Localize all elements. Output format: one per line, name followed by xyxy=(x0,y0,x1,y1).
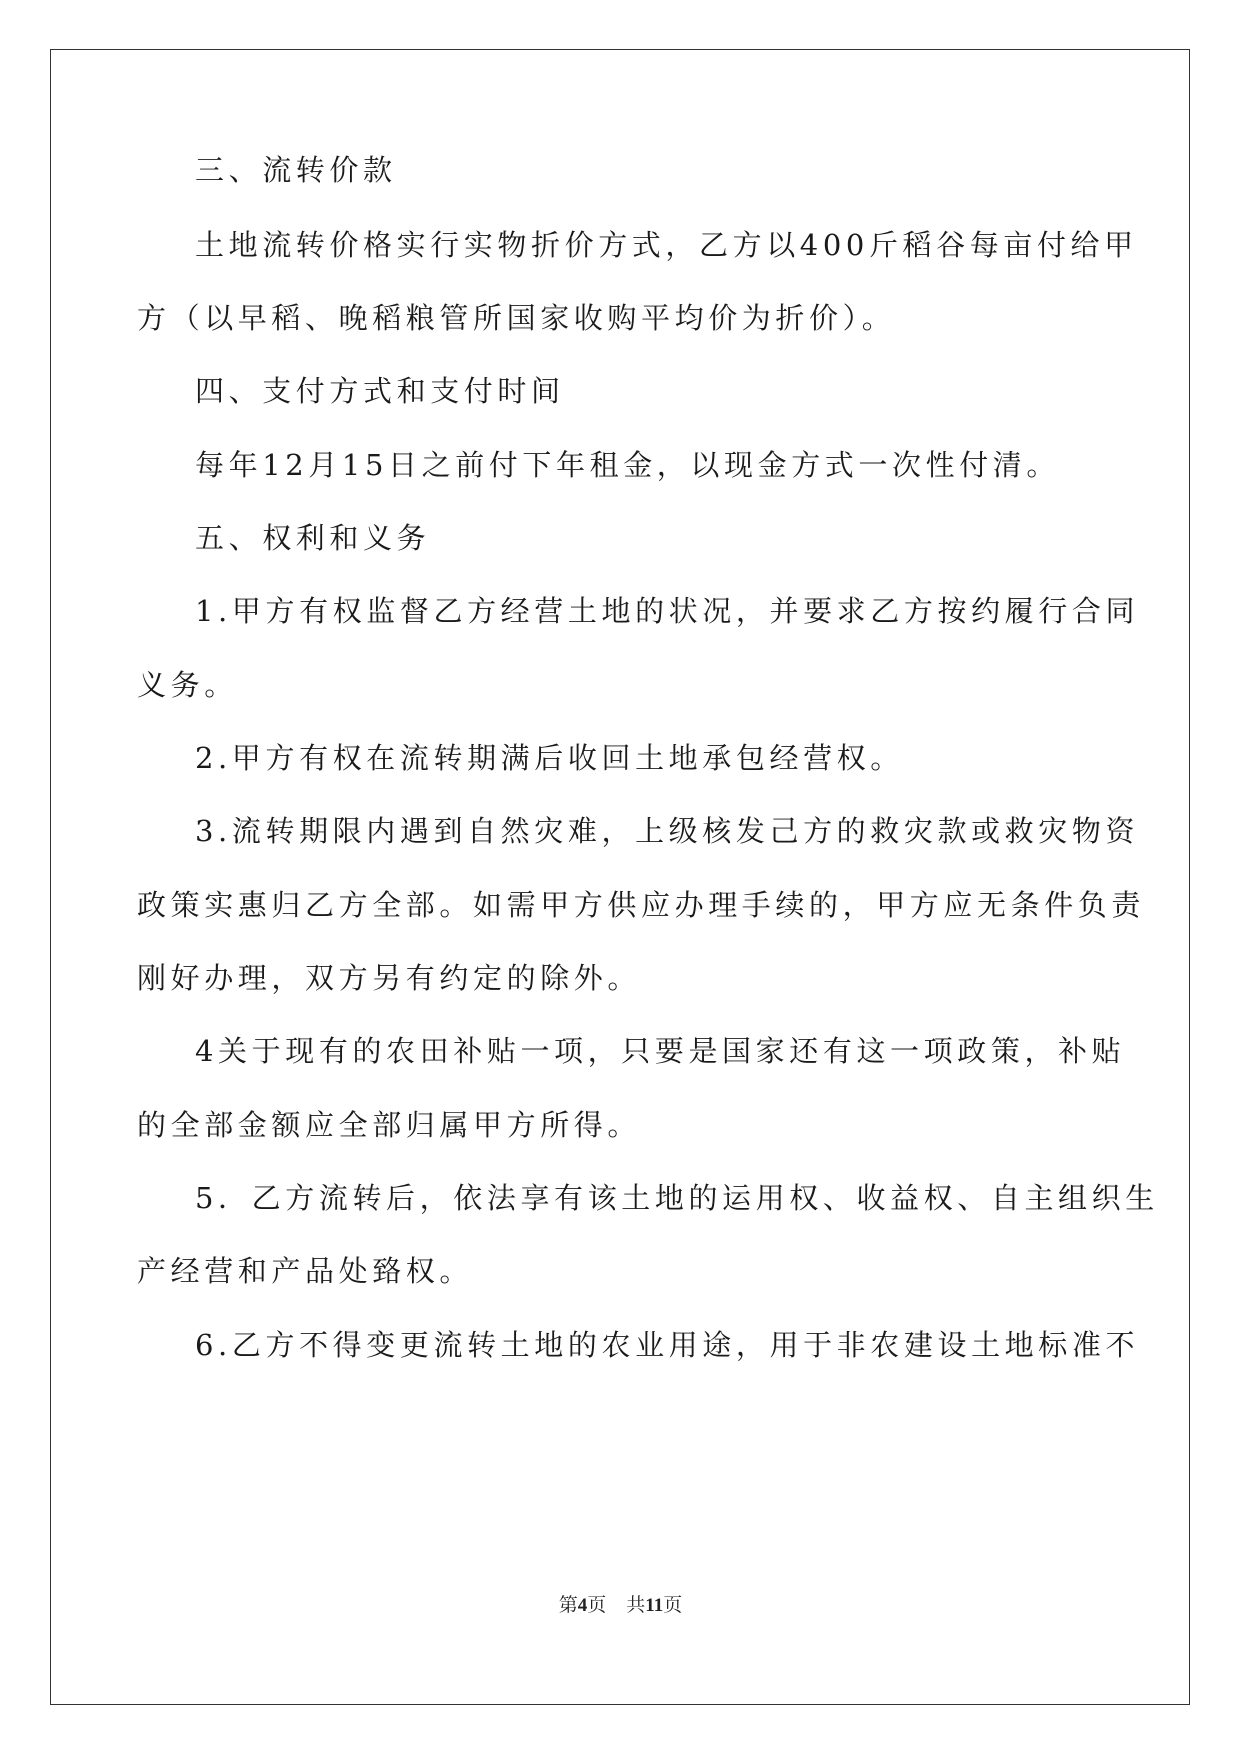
section-heading-rights: 五、权利和义务 xyxy=(195,521,431,555)
paragraph-line: 产经营和产品处臵权。 xyxy=(137,1254,474,1288)
total-suffix: 页 xyxy=(663,1594,683,1616)
paragraph-line: 刚好办理，双方另有约定的除外。 xyxy=(137,961,642,995)
paragraph-line: 义务。 xyxy=(137,668,238,702)
section-heading-price: 三、流转价款 xyxy=(195,153,397,187)
paragraph-line: 政策实惠归乙方全部。如需甲方供应办理手续的，甲方应无条件负责 xyxy=(137,888,1146,922)
paragraph-line: 6.乙方不得变更流转土地的农业用途，用于非农建设土地标准不 xyxy=(195,1328,1140,1362)
paragraph-line: 每年12月15日之前付下年租金，以现金方式一次性付清。 xyxy=(195,448,1061,482)
current-page-number: 4 xyxy=(577,1595,588,1616)
paragraph-line: 土地流转价格实行实物折价方式，乙方以400斤稻谷每亩付给甲 xyxy=(195,228,1138,262)
paragraph-line: 3.流转期限内遇到自然灾难，上级核发己方的救灾款或救灾物资 xyxy=(195,814,1140,848)
total-pages-number: 11 xyxy=(645,1595,664,1616)
total-prefix: 共 xyxy=(626,1594,646,1616)
page-footer xyxy=(0,1592,1241,1619)
paragraph-line: 4关于现有的农田补贴一项，只要是国家还有这一项政策，补贴 xyxy=(195,1034,1126,1068)
paragraph-line: 方（以早稻、晚稻粮管所国家收购平均价为折价）。 xyxy=(137,301,896,335)
paragraph-line: 的全部金额应全部归属甲方所得。 xyxy=(137,1108,642,1142)
page-prefix: 第 xyxy=(558,1594,578,1616)
section-heading-payment: 四、支付方式和支付时间 xyxy=(195,374,565,408)
page-suffix: 页 xyxy=(587,1594,607,1616)
paragraph-line: 1.甲方有权监督乙方经营土地的状况，并要求乙方按约履行合同 xyxy=(195,594,1140,628)
paragraph-line: 2.甲方有权在流转期满后收回土地承包经营权。 xyxy=(195,741,904,775)
paragraph-line: 5．乙方流转后，依法享有该土地的运用权、收益权、自主组织生 xyxy=(195,1181,1159,1215)
